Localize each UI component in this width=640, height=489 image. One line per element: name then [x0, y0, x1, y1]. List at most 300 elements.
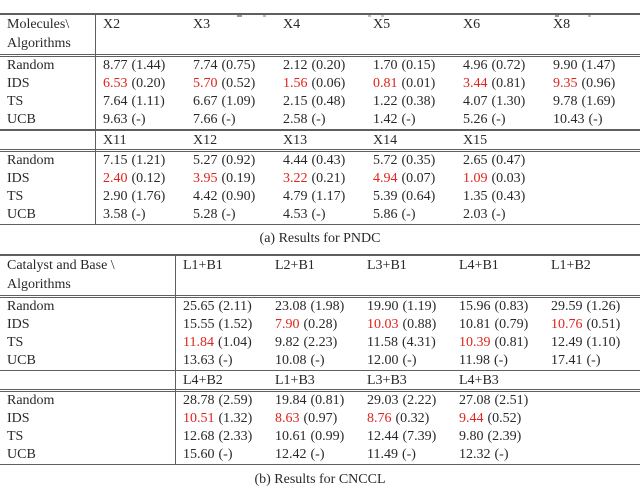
cell-std: (0.79)	[494, 316, 529, 332]
cell-std: (1.09)	[221, 94, 256, 109]
row-label: Random	[7, 58, 55, 73]
column-header: X2	[103, 17, 121, 32]
cell-std: (-)	[491, 112, 506, 127]
row-label: Random	[7, 152, 55, 168]
column-header: L4+B3	[459, 373, 499, 388]
cell-std: (1.17)	[311, 188, 346, 204]
cell-std: (0.52)	[487, 411, 522, 426]
cell-value: 4.94	[373, 170, 398, 186]
cell-value: 19.90	[367, 298, 399, 314]
table-row	[0, 392, 640, 410]
cell-value: 9.78	[553, 94, 578, 109]
table-cell	[175, 410, 267, 428]
cell-std: (0.92)	[221, 152, 256, 168]
cell-value: 1.70	[373, 58, 398, 73]
corner-line1: Catalyst and Base \	[7, 257, 115, 273]
cell-std: (1.69)	[581, 94, 616, 109]
table-cell	[455, 152, 545, 170]
cell-value: 7.15	[103, 152, 128, 168]
row-label: TS	[7, 334, 24, 350]
cell-value: 7.66	[193, 112, 218, 127]
table-body	[0, 298, 640, 370]
table-cnccl	[0, 254, 640, 466]
cell-value: 1.56	[283, 76, 308, 91]
table-cell	[95, 57, 185, 75]
table-row	[0, 316, 640, 334]
cell-std: (2.39)	[487, 429, 522, 444]
table-cell	[359, 352, 451, 370]
cell-std: (0.38)	[401, 94, 436, 109]
cell-std: (0.81)	[310, 393, 345, 408]
cell-value: 12.00	[367, 352, 399, 368]
cell-value: 12.42	[275, 447, 307, 462]
cell-value: 9.80	[459, 429, 484, 444]
table-cell	[175, 446, 267, 464]
cell-value: 2.03	[463, 206, 488, 222]
table-cell	[365, 93, 455, 111]
cell-value: 10.08	[275, 352, 307, 368]
row-label: TS	[7, 429, 24, 444]
cell-value: 9.90	[553, 58, 578, 73]
table-cell	[267, 410, 359, 428]
cell-std: (0.20)	[311, 58, 346, 73]
cell-std: (0.99)	[310, 429, 345, 444]
cell-value: 7.74	[193, 58, 218, 73]
column-header: L4+B1	[459, 257, 499, 273]
cell-std: (-)	[221, 112, 236, 127]
cell-value: 10.43	[553, 112, 585, 127]
table-cell	[545, 111, 635, 129]
table-cell	[365, 57, 455, 75]
cell-value: 17.41	[551, 352, 583, 368]
cell-value: 28.78	[183, 393, 215, 408]
vertical-rule	[95, 15, 96, 224]
cell-value: 1.22	[373, 94, 398, 109]
subheader-row	[0, 371, 640, 389]
cell-std: (-)	[586, 352, 601, 368]
table-cell	[175, 334, 267, 352]
cell-std: (2.33)	[218, 429, 253, 444]
cell-value: 5.28	[193, 206, 218, 222]
table-cell	[175, 298, 267, 316]
table-cell	[267, 298, 359, 316]
cell-value: 9.35	[553, 76, 578, 91]
row-label: UCB	[7, 112, 36, 127]
cell-value: 1.42	[373, 112, 398, 127]
corner-cell-empty	[0, 131, 95, 150]
cell-std: (-)	[218, 352, 233, 368]
table-row	[0, 334, 640, 352]
cell-std: (0.88)	[402, 316, 437, 332]
cell-std: (0.43)	[311, 152, 346, 168]
cell-value: 4.96	[463, 58, 488, 73]
table-cell	[545, 57, 635, 75]
table-row	[0, 428, 640, 446]
cell-std: (1.10)	[586, 334, 621, 350]
table-cell	[543, 352, 635, 370]
cell-value: 1.35	[463, 188, 488, 204]
cell-std: (2.23)	[303, 334, 338, 350]
row-label: IDS	[7, 411, 30, 426]
cell-value: 3.95	[193, 170, 218, 186]
cell-value: 9.63	[103, 112, 128, 127]
cell-std: (-)	[310, 352, 325, 368]
cell-value: 2.12	[283, 58, 308, 73]
table-cell	[95, 111, 185, 129]
table-cell	[365, 75, 455, 93]
row-label: TS	[7, 188, 24, 204]
table-cell	[185, 75, 275, 93]
cell-value: 2.40	[103, 170, 128, 186]
table-cell	[365, 111, 455, 129]
table-cell	[275, 93, 365, 111]
column-header: X4	[283, 17, 301, 32]
cell-std: (0.06)	[311, 76, 346, 91]
table-cell	[543, 334, 635, 352]
row-label: Random	[7, 393, 55, 408]
row-label: UCB	[7, 447, 36, 462]
cell-value: 5.27	[193, 152, 218, 168]
table-cell	[545, 93, 635, 111]
cell-value: 3.22	[283, 170, 308, 186]
table-cell	[365, 170, 455, 188]
cell-value: 2.90	[103, 188, 128, 204]
cell-std: (0.48)	[311, 94, 346, 109]
table-cell	[275, 57, 365, 75]
corner-line2: Algorithms	[7, 36, 71, 51]
cell-std: (0.47)	[491, 152, 526, 168]
table-cell	[451, 446, 543, 464]
cell-value: 5.39	[373, 188, 398, 204]
table-cell	[175, 352, 267, 370]
table-cell	[545, 75, 635, 93]
table-cell	[359, 298, 451, 316]
cell-std: (4.31)	[401, 334, 436, 350]
cell-std: (0.43)	[491, 188, 526, 204]
cell-std: (0.64)	[401, 188, 436, 204]
cell-std: (1.52)	[218, 316, 253, 332]
table-cell	[359, 392, 451, 410]
table-cell	[451, 410, 543, 428]
table-cell	[451, 334, 543, 352]
column-header: L4+B2	[183, 373, 223, 388]
table-cell	[359, 334, 451, 352]
cell-value: 8.63	[275, 411, 300, 426]
cell-std: (0.07)	[401, 170, 436, 186]
table-cell	[275, 75, 365, 93]
column-header: X12	[193, 132, 218, 148]
table-cell	[267, 446, 359, 464]
cell-std: (0.72)	[491, 58, 526, 73]
cell-value: 6.67	[193, 94, 218, 109]
cell-value: 11.98	[459, 352, 490, 368]
cell-value: 10.39	[459, 334, 491, 350]
cell-std: (-)	[218, 447, 233, 462]
cell-value: 23.08	[275, 298, 307, 314]
cell-std: (0.12)	[131, 170, 166, 186]
corner-line1: Molecules\	[7, 17, 70, 32]
cell-std: (0.19)	[221, 170, 256, 186]
cell-value: 4.53	[283, 206, 308, 222]
table-cell	[359, 446, 451, 464]
column-header: X3	[193, 17, 211, 32]
table-cell	[185, 93, 275, 111]
cell-value: 12.49	[551, 334, 583, 350]
table-cell	[275, 111, 365, 129]
cell-std: (0.96)	[581, 76, 616, 91]
table-cell	[95, 170, 185, 188]
cell-value: 5.26	[463, 112, 488, 127]
cell-value: 6.53	[103, 76, 128, 91]
cell-value: 15.55	[183, 316, 215, 332]
column-header: X14	[373, 132, 398, 148]
cell-value: 29.03	[367, 393, 399, 408]
table-cell	[267, 334, 359, 352]
table-cell	[275, 188, 365, 206]
table-cell	[185, 152, 275, 170]
cell-value: 13.63	[183, 352, 215, 368]
table-cell	[365, 188, 455, 206]
cell-std: (0.32)	[395, 411, 430, 426]
cell-std: (1.44)	[131, 58, 166, 73]
cell-value: 29.59	[551, 298, 583, 314]
table-cell	[275, 206, 365, 224]
column-header: L1+B1	[183, 257, 223, 273]
cell-value: 8.77	[103, 58, 128, 73]
cell-std: (2.51)	[494, 393, 529, 408]
cell-std: (1.26)	[586, 298, 621, 314]
table-cell	[185, 57, 275, 75]
cell-std: (-)	[401, 206, 416, 222]
table-cell	[185, 188, 275, 206]
cell-value: 0.81	[373, 76, 398, 91]
caption-b: (b) Results for CNCCL	[254, 472, 386, 487]
cell-value: 4.44	[283, 152, 308, 168]
table-cell	[185, 206, 275, 224]
table-cell	[451, 352, 543, 370]
cell-std: (0.52)	[221, 76, 256, 91]
cell-value: 1.09	[463, 170, 488, 186]
table-cell	[455, 170, 545, 188]
corner-line2: Algorithms	[7, 276, 71, 292]
cell-value: 4.79	[283, 188, 308, 204]
cell-std: (0.15)	[401, 58, 436, 73]
cell-std: (0.81)	[494, 334, 529, 350]
corner-cell-empty	[0, 371, 175, 390]
table-cell	[175, 316, 267, 334]
cell-value: 5.70	[193, 76, 218, 91]
cell-value: 12.68	[183, 429, 215, 444]
cell-std: (7.39)	[402, 429, 437, 444]
cell-std: (0.28)	[303, 316, 338, 332]
table-cell	[267, 428, 359, 446]
cell-value: 10.76	[551, 316, 583, 332]
cell-value: 10.03	[367, 316, 399, 332]
column-header: X13	[283, 132, 308, 148]
cell-std: (0.75)	[221, 58, 256, 73]
table-cell	[267, 392, 359, 410]
row-label: IDS	[7, 76, 30, 91]
cell-std: (0.81)	[491, 76, 526, 91]
table-cell	[267, 316, 359, 334]
column-header: L2+B1	[275, 257, 315, 273]
cell-std: (0.20)	[131, 76, 166, 91]
table-cell	[175, 392, 267, 410]
table-cell	[275, 170, 365, 188]
table-cell	[451, 428, 543, 446]
table-cell	[451, 392, 543, 410]
cell-value: 8.76	[367, 411, 392, 426]
column-header: X11	[103, 132, 127, 148]
cell-std: (0.83)	[494, 298, 529, 314]
cell-value: 11.49	[367, 447, 398, 462]
cell-value: 19.84	[275, 393, 307, 408]
column-header: L3+B3	[367, 373, 407, 388]
cell-value: 7.90	[275, 316, 300, 332]
cell-std: (-)	[310, 447, 325, 462]
table-cell	[451, 298, 543, 316]
table-cell	[185, 111, 275, 129]
cell-value: 9.44	[459, 411, 484, 426]
cell-value: 4.07	[463, 94, 488, 109]
cell-value: 12.32	[459, 447, 491, 462]
cell-std: (0.01)	[401, 76, 436, 91]
cell-std: (-)	[402, 352, 417, 368]
cell-std: (2.11)	[218, 298, 252, 314]
cell-value: 27.08	[459, 393, 491, 408]
table-cell	[359, 428, 451, 446]
cell-std: (-)	[311, 206, 326, 222]
cell-std: (1.11)	[131, 94, 165, 109]
table-cell	[267, 352, 359, 370]
corner-cell	[0, 256, 175, 295]
cell-value: 4.42	[193, 188, 218, 204]
corner-cell	[0, 15, 95, 54]
caption-a: (a) Results for PNDC	[259, 230, 381, 246]
table-cell	[95, 206, 185, 224]
table-cell	[359, 316, 451, 334]
column-header: X8	[553, 17, 571, 32]
cell-std: (-)	[131, 112, 146, 127]
cell-value: 2.58	[283, 112, 308, 127]
cell-value: 25.65	[183, 298, 215, 314]
column-header: L3+B1	[367, 257, 407, 273]
table-cell	[95, 75, 185, 93]
column-header: X6	[463, 17, 481, 32]
cell-std: (1.21)	[131, 152, 166, 168]
cell-std: (-)	[401, 112, 416, 127]
cell-std: (-)	[401, 447, 416, 462]
cell-std: (1.47)	[581, 58, 616, 73]
cell-std: (1.98)	[310, 298, 345, 314]
row-label: UCB	[7, 352, 36, 368]
table-cell	[451, 316, 543, 334]
cell-value: 15.60	[183, 447, 215, 462]
column-header: L1+B2	[551, 257, 591, 273]
cell-std: (2.22)	[402, 393, 437, 408]
vertical-rule	[175, 256, 176, 465]
table-row	[0, 298, 640, 316]
table-row	[0, 410, 640, 428]
table-cell	[455, 111, 545, 129]
column-header: X15	[463, 132, 488, 148]
table-cell	[359, 410, 451, 428]
cell-value: 10.51	[183, 411, 215, 426]
row-label: IDS	[7, 170, 30, 186]
table-cell	[455, 75, 545, 93]
cell-value: 12.44	[367, 429, 399, 444]
table-cell	[455, 188, 545, 206]
table-cell	[95, 188, 185, 206]
cell-value: 10.81	[459, 316, 491, 332]
table-row	[0, 352, 640, 370]
cell-std: (1.19)	[402, 298, 437, 314]
table-cell	[365, 152, 455, 170]
table-cell	[185, 170, 275, 188]
cell-value: 5.86	[373, 206, 398, 222]
cell-std: (1.30)	[491, 94, 526, 109]
cell-std: (1.32)	[218, 411, 253, 426]
cell-std: (-)	[311, 112, 326, 127]
table-cell	[275, 152, 365, 170]
cell-std: (0.21)	[311, 170, 346, 186]
table-cell	[95, 93, 185, 111]
cell-std: (-)	[131, 206, 146, 222]
header-row	[0, 256, 640, 295]
cell-std: (2.59)	[218, 393, 253, 408]
table-cell	[175, 428, 267, 446]
cell-value: 5.72	[373, 152, 398, 168]
cell-std: (1.04)	[217, 334, 252, 350]
table-body	[0, 392, 640, 464]
cell-value: 3.58	[103, 206, 128, 222]
cell-std: (-)	[491, 206, 506, 222]
cell-value: 2.15	[283, 94, 308, 109]
cell-value: 11.58	[367, 334, 398, 350]
cell-value: 15.96	[459, 298, 491, 314]
cell-std: (0.90)	[221, 188, 256, 204]
table-cell	[455, 93, 545, 111]
column-header: X5	[373, 17, 391, 32]
cell-std: (0.35)	[401, 152, 436, 168]
cell-std: (0.51)	[586, 316, 621, 332]
table-cell	[455, 57, 545, 75]
cell-std: (1.76)	[131, 188, 166, 204]
cell-value: 3.44	[463, 76, 488, 91]
cell-std: (-)	[221, 206, 236, 222]
row-label: UCB	[7, 206, 36, 222]
table-pndc	[0, 13, 640, 225]
table-cell	[543, 316, 635, 334]
cell-std: (-)	[493, 352, 508, 368]
cell-std: (0.97)	[303, 411, 338, 426]
table-cell	[543, 298, 635, 316]
column-header: L1+B3	[275, 373, 315, 388]
row-label: IDS	[7, 316, 30, 332]
table-cell	[95, 152, 185, 170]
table-cell	[455, 206, 545, 224]
cell-std: (-)	[494, 447, 509, 462]
cell-value: 7.64	[103, 94, 128, 109]
cell-std: (-)	[588, 112, 603, 127]
row-label: Random	[7, 298, 55, 314]
cell-value: 9.82	[275, 334, 300, 350]
cell-value: 11.84	[183, 334, 214, 350]
cell-value: 10.61	[275, 429, 307, 444]
cell-std: (0.03)	[491, 170, 526, 186]
table-row	[0, 446, 640, 464]
cell-value: 2.65	[463, 152, 488, 168]
